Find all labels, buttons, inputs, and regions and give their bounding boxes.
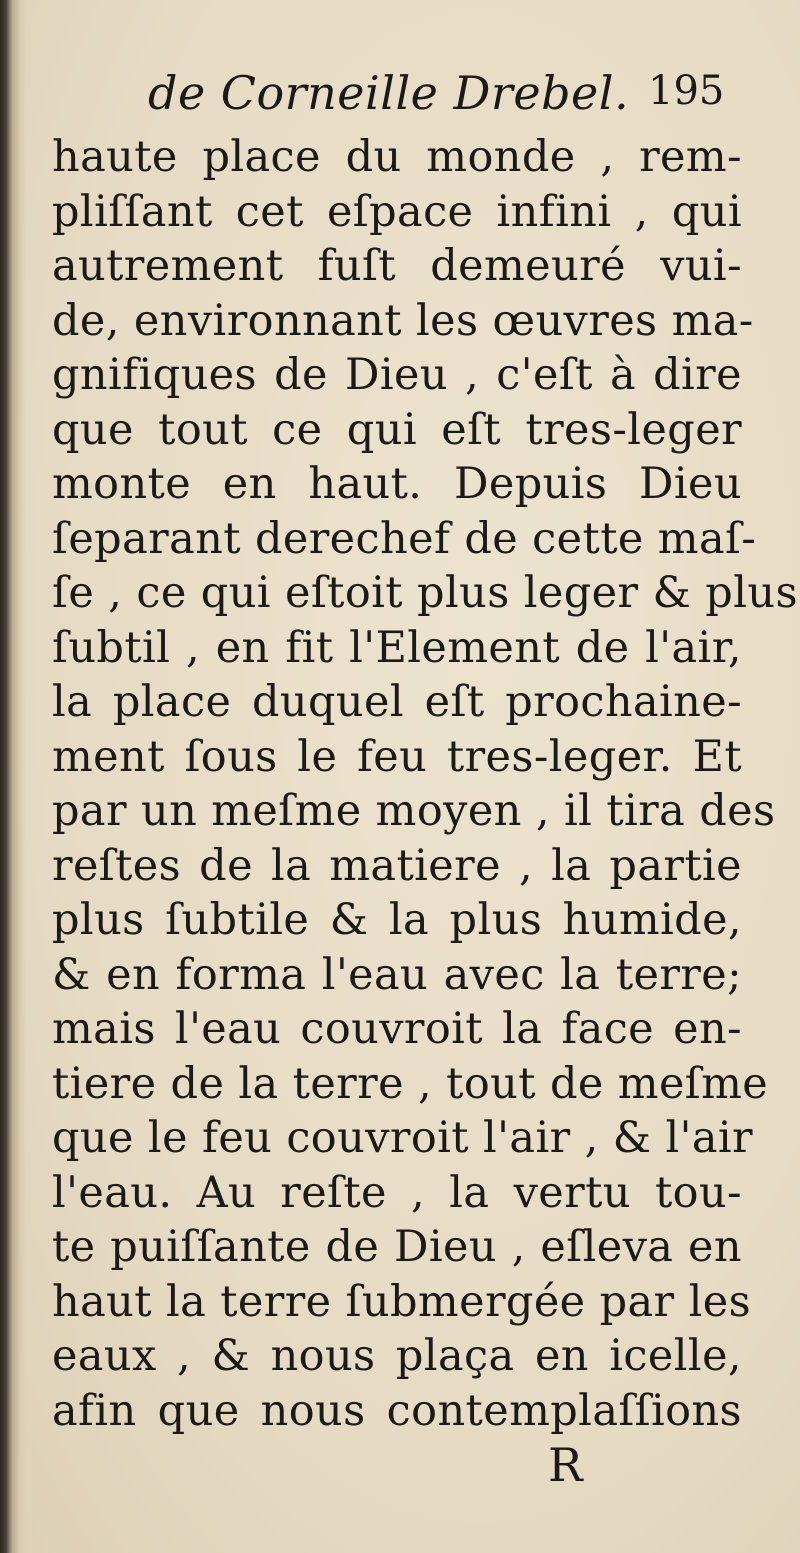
text-line: reſtes de la matiere , la partie	[52, 840, 742, 891]
text-line: tiere de la terre , tout de meſme	[52, 1058, 769, 1109]
text-line: ment ſous le feu tres-leger. Et	[52, 731, 742, 782]
text-line: ſubtil , en fit l'Element de l'air,	[52, 622, 742, 673]
text-line: mais l'eau couvroit la face en-	[52, 1004, 742, 1054]
text-line: haute place du monde , rem-	[52, 132, 742, 182]
text-line: haut la terre ſubmergée par les	[52, 1276, 752, 1327]
body-text	[52, 130, 798, 1438]
text-line: par un meſme moyen , il tira des	[52, 786, 776, 836]
text-line: eaux , & nous plaça en icelle,	[52, 1331, 742, 1381]
text-line: autrement fuſt demeuré vui-	[52, 241, 742, 291]
page-header	[148, 66, 748, 126]
text-line: ſeparant derechef de cette maſ-	[52, 513, 757, 564]
text-line: l'eau. Au reſte , la vertu tou-	[52, 1167, 742, 1218]
running-title: de Corneille Drebel.	[148, 66, 630, 120]
text-line: afin que nous contemplaſſions	[52, 1385, 742, 1436]
text-line: ſe , ce qui eſtoit plus leger & plus	[52, 568, 798, 618]
text-line: & en forma l'eau avec la terre;	[52, 949, 742, 1000]
text-line: que tout ce qui eſt tres-leger	[52, 404, 742, 455]
text-line: monte en haut. Depuis Dieu	[52, 459, 742, 509]
signature-mark: R	[548, 1438, 583, 1492]
text-line: pliſſant cet eſpace infini , qui	[52, 186, 742, 237]
page-number: 195	[648, 68, 725, 114]
text-line: plus ſubtile & la plus humide,	[52, 895, 742, 945]
text-line: gnifiques de Dieu , c'eſt à dire	[52, 350, 742, 400]
text-line: de, environnant les œuvres ma-	[52, 295, 754, 346]
text-line: que le feu couvroit l'air , & l'air	[52, 1113, 754, 1163]
text-line: te puiſſante de Dieu , eſleva en	[52, 1222, 742, 1272]
binding-edge	[0, 0, 26, 1553]
text-line: la place duquel eſt prochaine-	[52, 677, 742, 727]
